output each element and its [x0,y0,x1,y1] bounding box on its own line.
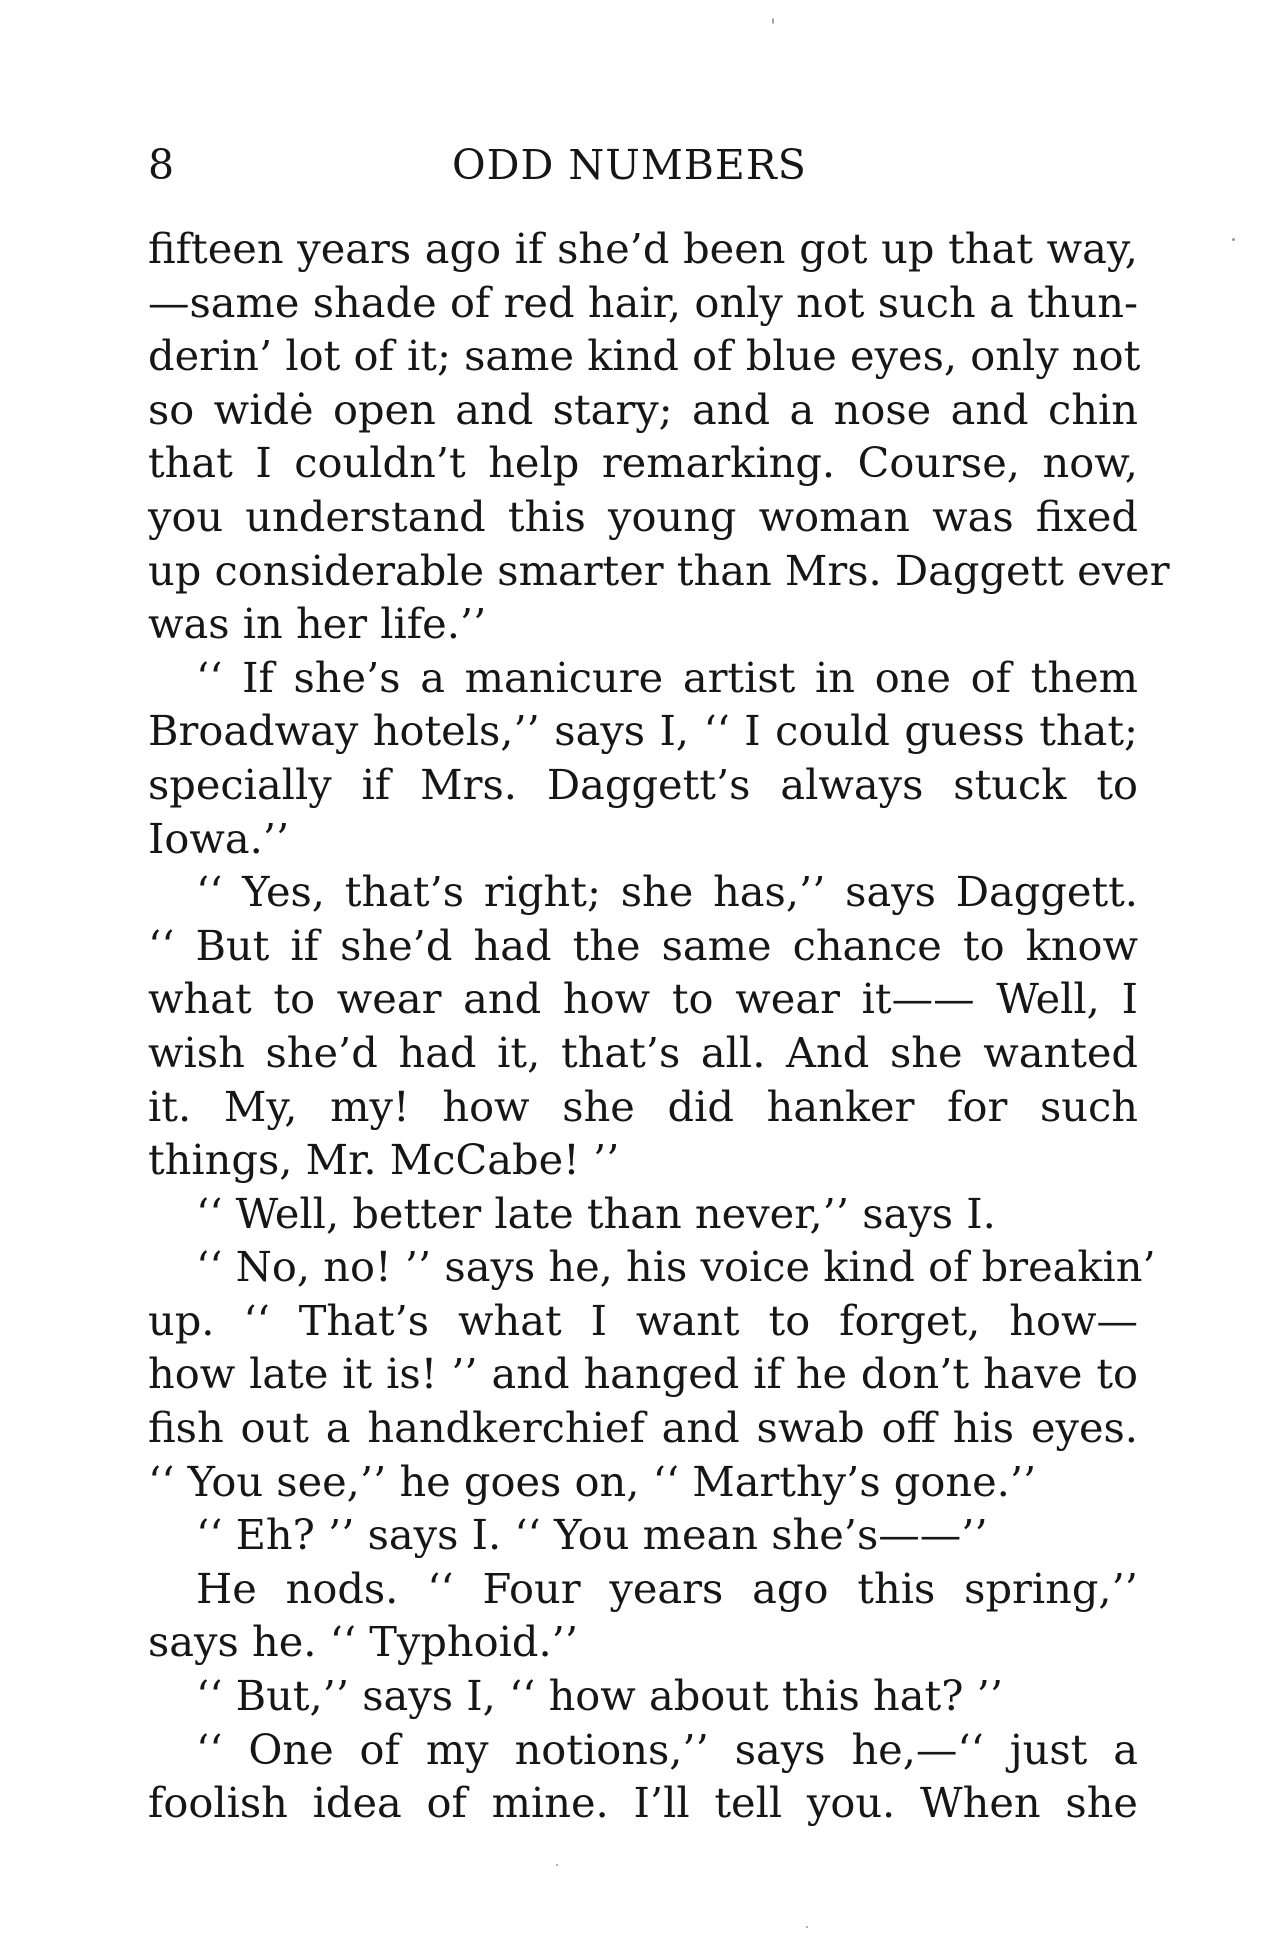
text-line: so widė open and stary; and a nose and chin [148,384,1138,434]
text-line: ‘‘ Yes, that’s right; she has,’’ says Daggett. [196,867,1138,917]
text-line: that I couldn’t help remarking. Course, now, [148,438,1138,488]
text-line: ‘‘ Eh? ’’ says I. ‘‘ You mean she’s——’’ [196,1510,988,1560]
text-line: He nods. ‘‘ Four years ago this spring,’’ [196,1563,1138,1613]
ink-speck [556,1864,558,1866]
text-line: derin’ lot of it; same kind of blue eyes, only not [148,331,1141,381]
text-line: foolish idea of mine. I’ll tell you. When she [148,1778,1138,1828]
text-line: Iowa.’’ [148,813,290,863]
text-line: fifteen years ago if she’d been got up that way, [148,224,1138,273]
text-line: ‘‘ You see,’’ he goes on, ‘‘ Marthy’s gone.’’ [148,1456,1037,1506]
text-line: fish out a handkerchief and swab off his eyes. [148,1403,1138,1453]
page-number: 8 [148,141,175,189]
text-line: specially if Mrs. Daggett’s always stuck to [148,759,1138,809]
text-line: how late it is! ’’ and hanged if he don’t have to [148,1349,1138,1399]
ink-speck [806,1926,808,1928]
text-line: Broadway hotels,’’ says I, ‘‘ I could guess that; [148,706,1138,756]
text-line: ‘‘ No, no! ’’ says he, his voice kind of breakin’ [196,1242,1156,1292]
text-line: ‘‘ One of my notions,’’ says he,—‘‘ just a [196,1724,1138,1774]
text-line: you understand this young woman was fixed [148,491,1138,541]
text-line: —same shade of red hair, only not such a thun- [148,277,1138,327]
text-line: up. ‘‘ That’s what I want to forget, how— [148,1295,1138,1345]
text-line: ‘‘ But,’’ says I, ‘‘ how about this hat? ’’ [196,1671,1004,1721]
text-line: up considerable smarter than Mrs. Daggett ever [148,545,1170,595]
text-line: it. My, my! how she did hanker for such [148,1081,1138,1131]
text-line: ‘‘ Well, better late than never,’’ says I. [196,1188,996,1238]
text-line: ‘‘ If she’s a manicure artist in one of them [196,652,1138,702]
ink-speck [772,18,774,24]
running-head [148,140,1140,190]
body-text [148,222,1170,1830]
text-line: ‘‘ But if she’d had the same chance to know [148,920,1138,970]
text-line: says he. ‘‘ Typhoid.’’ [148,1617,579,1667]
text-line: wish she’d had it, that’s all. And she wanted [148,1027,1138,1077]
text-line: what to wear and how to wear it—— Well, I [148,974,1138,1024]
ink-speck [1232,238,1235,241]
text-line: was in her life.’’ [148,599,487,649]
running-title: ODD NUMBERS [452,141,807,189]
text-line: things, Mr. McCabe! ’’ [148,1135,620,1185]
